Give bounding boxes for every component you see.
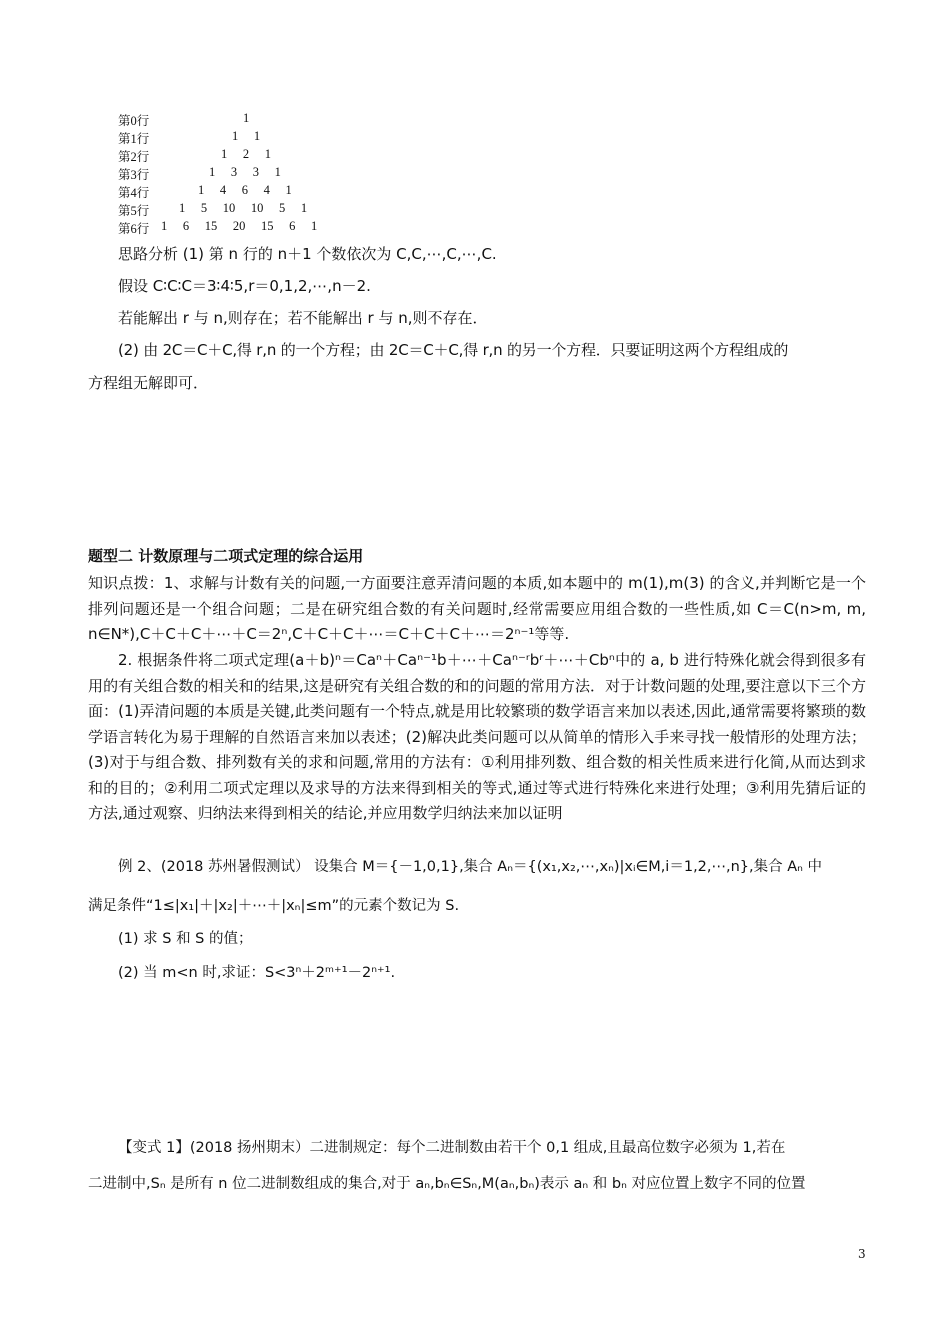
example2-question-1: (1) 求 S 和 S 的值； xyxy=(118,931,253,947)
knowledge-paragraph-1: 知识点拨：1、求解与计数有关的问题,一方面要注意弄清问题的本质,如本题中的 m(1),m(3) 的含义,并判断它是一个排列问题还是一个组合问题；二是在研究组合数的有关问题时,经常需要应用组合数的一些性质,如 C＝C(n>m, m, n∈N*),C＋C＋C＋⋯＋C＝2ⁿ,C＋C＋C＋⋯＝C＋C＋C＋⋯＝2ⁿ⁻¹等等. xyxy=(88,574,866,643)
variant1-line-1: 【变式 1】(2018 扬州期末）二进制规定：每个二进制数由若干个 0,1 组成,且最高位数字必须为 1,若在 xyxy=(118,1140,786,1156)
row-numbers: 1 xyxy=(243,111,250,125)
row-label: 第6行 xyxy=(118,222,150,236)
page-number: 3 xyxy=(858,1247,866,1261)
analysis-line-1: 思路分析 (1) 第 n 行的 n＋1 个数依次为 C,C,⋯,C,⋯,C. xyxy=(118,245,497,263)
knowledge-paragraph-2: 2. 根据条件将二项式定理(a＋b)ⁿ＝Caⁿ＋Caⁿ⁻¹b＋⋯＋Caⁿ⁻ʳbʳ＋⋯＋Cbⁿ中的 a, b 进行特殊化就会得到很多有用的有关组合数的相关和的结果,这是研究有关组合数的和的问题的常用方法．对于计数问题的处理,要注意以下三个方面：(1)弄清问题的本质是关键,此类问题有一个特点,就是用比较繁琐的数学语言来加以表述,因此,通常需要将繁琐的数学语言转化为易于理解的自然语言来加以表述；(2)解决此类问题可以从简单的情形入手来寻找一般情形的处理方法；(3)对于与组合数、排列数有关的求和问题,常用的方法有：①利用排列数、组合数的相关性质来进行化简,从而达到求和的目的；②利用二项式定理以及求导的方法来得到相关的等式,通过等式进行特殊化来进行处理；③利用先猜后证的方法,通过观察、归纳法来得到相关的结论,并应用数学归纳法来加以证明 xyxy=(88,651,866,822)
analysis-line-4: (2) 由 2C＝C＋C,得 r,n 的一个方程；由 2C＝C＋C,得 r,n 的另一个方程．只要证明这两个方程组成的 xyxy=(118,341,789,359)
row-label: 第3行 xyxy=(118,168,150,182)
row-numbers: 1 4 6 4 1 xyxy=(198,183,292,197)
variant1-line-2: 二进制中,Sₙ 是所有 n 位二进制数组成的集合,对于 aₙ,bₙ∈Sₙ,M(aₙ,bₙ)表示 aₙ 和 bₙ 对应位置上数字不同的位置 xyxy=(88,1176,806,1192)
row-label: 第2行 xyxy=(118,150,150,164)
row-label: 第1行 xyxy=(118,132,150,146)
analysis-line-5: 方程组无解即可． xyxy=(88,374,209,392)
row-label: 第5行 xyxy=(118,204,150,218)
row-numbers: 1 3 3 1 xyxy=(209,165,281,179)
row-label: 第0行 xyxy=(118,114,150,128)
row-label: 第4行 xyxy=(118,186,150,200)
example2-line-2: 满足条件“1≤|x₁|＋|x₂|＋⋯＋|xₙ|≤m”的元素个数记为 S. xyxy=(88,898,460,914)
example2-question-2: (2) 当 m<n 时,求证：S<3ⁿ＋2ᵐ⁺¹－2ⁿ⁺¹. xyxy=(118,965,396,981)
row-numbers: 1 5 10 10 5 1 xyxy=(179,201,308,215)
analysis-line-3: 若能解出 r 与 n,则存在；若不能解出 r 与 n,则不存在． xyxy=(118,309,488,327)
row-numbers: 1 1 xyxy=(232,129,261,143)
example2-line-1: 例 2、(2018 苏州暑假测试） 设集合 M＝{－1,0,1},集合 Aₙ＝{(x₁,x₂,⋯,xₙ)|xᵢ∈M,i＝1,2,⋯,n},集合 Aₙ 中 xyxy=(118,859,823,875)
analysis-line-2: 假设 C∶C∶C＝3∶4∶5,r＝0,1,2,⋯,n－2. xyxy=(118,277,371,295)
row-numbers: 1 6 15 20 15 6 1 xyxy=(161,219,318,233)
row-numbers: 1 2 1 xyxy=(221,147,271,161)
section-title: 题型二 计数原理与二项式定理的综合运用 xyxy=(88,547,364,565)
